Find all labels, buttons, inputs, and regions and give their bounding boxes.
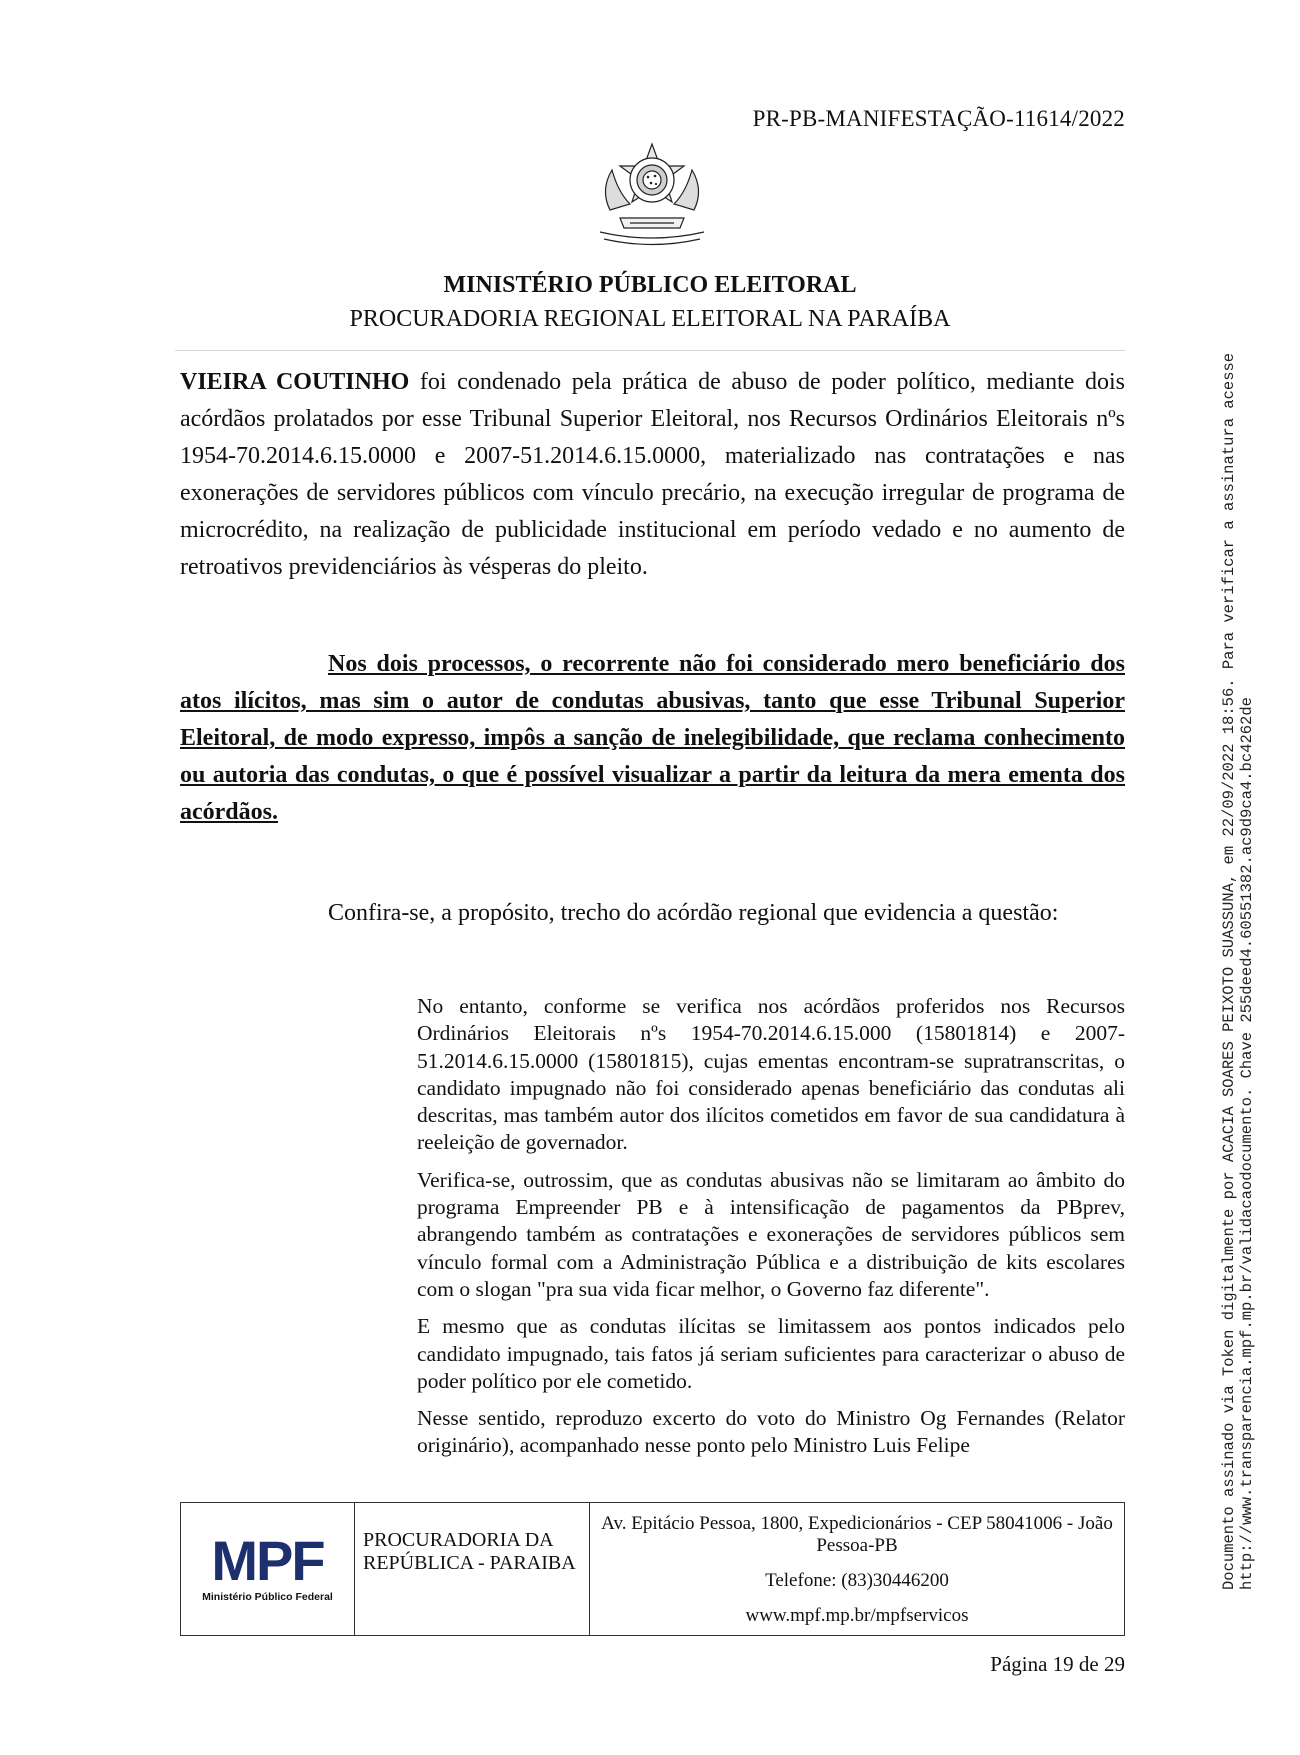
digital-signature-stamp — [1220, 350, 1256, 1590]
block-quote — [417, 993, 1125, 1470]
quote-paragraph-4: Nesse sentido, reproduzo excerto do voto do Ministro Og Fernandes (Relator originário), acompanhado nesse ponto pelo Ministro Luis Felipe — [417, 1406, 1125, 1458]
organization-title: MINISTÉRIO PÚBLICO ELEITORAL — [443, 272, 857, 298]
footer-contact — [590, 1503, 1124, 1635]
mpf-logo-subtitle: Ministério Público Federal — [202, 1591, 333, 1603]
footer-office-name: PROCURADORIA DA REPÚBLICA - PARAIBA — [355, 1503, 590, 1635]
paragraph-2-emphasis: Nos dois processos, o recorrente não foi considerado mero beneficiário dos atos ilícitos, mas sim o autor de condutas abusivas, tanto que esse Tribunal Superior Eleitoral, de modo expresso, impôs a sanção de inelegibilidade, que reclama conhecimento ou autoria das condutas, o que é possível visualizar a partir da leitura da mera ementa dos acórdãos. — [180, 651, 1125, 825]
coat-of-arms-emblem — [590, 140, 714, 252]
paragraph-1 — [180, 364, 1125, 586]
paragraph-1-text: foi condenado pela prática de abuso de poder político, mediante dois acórdãos prolatados por esse Tribunal Superior Eleitoral, nos Recursos Ordinários Eleitorais nºs 1954-70.2014.6.15.0000 e 2007-51.2014.6.15.0000, materializado nas contratações e nas exonerações de servidores públicos com vínculo precário, na execução irregular de programa de microcrédito, na realização de publicidade institucional em período vedado e no aumento de retroativos previdenciários às vésperas do pleito. — [180, 369, 1125, 580]
page-number: Página 19 de 29 — [990, 1652, 1125, 1676]
mpf-logo — [181, 1503, 355, 1635]
footer-table — [180, 1502, 1125, 1636]
organization-subtitle: PROCURADORIA REGIONAL ELEITORAL NA PARAÍBA — [349, 306, 951, 332]
header-divider — [175, 350, 1125, 351]
paragraph-3: Confira-se, a propósito, trecho do acórdão regional que evidencia a questão: — [328, 900, 1059, 926]
paragraph-1-bold-name: VIEIRA COUTINHO — [180, 369, 410, 395]
footer-address: Av. Epitácio Pessoa, 1800, Expedicionários - CEP 58041006 - João Pessoa-PB — [601, 1513, 1113, 1556]
quote-paragraph-1: No entanto, conforme se verifica nos acórdãos proferidos nos Recursos Ordinários Eleitorais nºs 1954-70.2014.6.15.000 (15801814) e 2007-51.2014.6.15.0000 (15801815), cujas ementas encontram-se supratranscritas, o candidato impugnado não foi considerado apenas beneficiário das condutas ali descritas, mas também autor dos ilícitos cometidos em favor de sua candidatura à reeleição de governador. — [417, 994, 1125, 1155]
footer-phone: Telefone: (83)30446200 — [765, 1570, 949, 1591]
mpf-logo-word: MPF — [211, 1529, 324, 1592]
quote-paragraph-3: E mesmo que as condutas ilícitas se limitassem aos pontos indicados pelo candidato impugnado, tais fatos já seriam suficientes para caracterizar o abuso de poder político por ele cometido. — [417, 1314, 1125, 1393]
quote-paragraph-2: Verifica-se, outrossim, que as condutas abusivas não se limitaram ao âmbito do programa Empreender PB e à intensificação de pagamentos da PBprev, abrangendo também as contratações e exonerações de servidores públicos sem vínculo formal com a Administração Pública e a distribuição de kits escolares com o slogan "pra sua vida ficar melhor, o Governo faz diferente". — [417, 1167, 1125, 1301]
signature-stamp-line-2[interactable]: http://www.transparencia.mpf.mp.br/validacaodocumento. Chave 255deed4.60551382.ac9d9ca4.bc4262de — [1238, 697, 1256, 1590]
document-id: PR-PB-MANIFESTAÇÃO-11614/2022 — [752, 106, 1125, 131]
signature-stamp-line-1: Documento assinado via Token digitalmente por ACACIA SOARES PEIXOTO SUASSUNA, em 22/09/2022 18:56. Para verificar a assinatura acesse — [1220, 352, 1238, 1590]
footer-website[interactable]: www.mpf.mp.br/mpfservicos — [745, 1605, 969, 1626]
